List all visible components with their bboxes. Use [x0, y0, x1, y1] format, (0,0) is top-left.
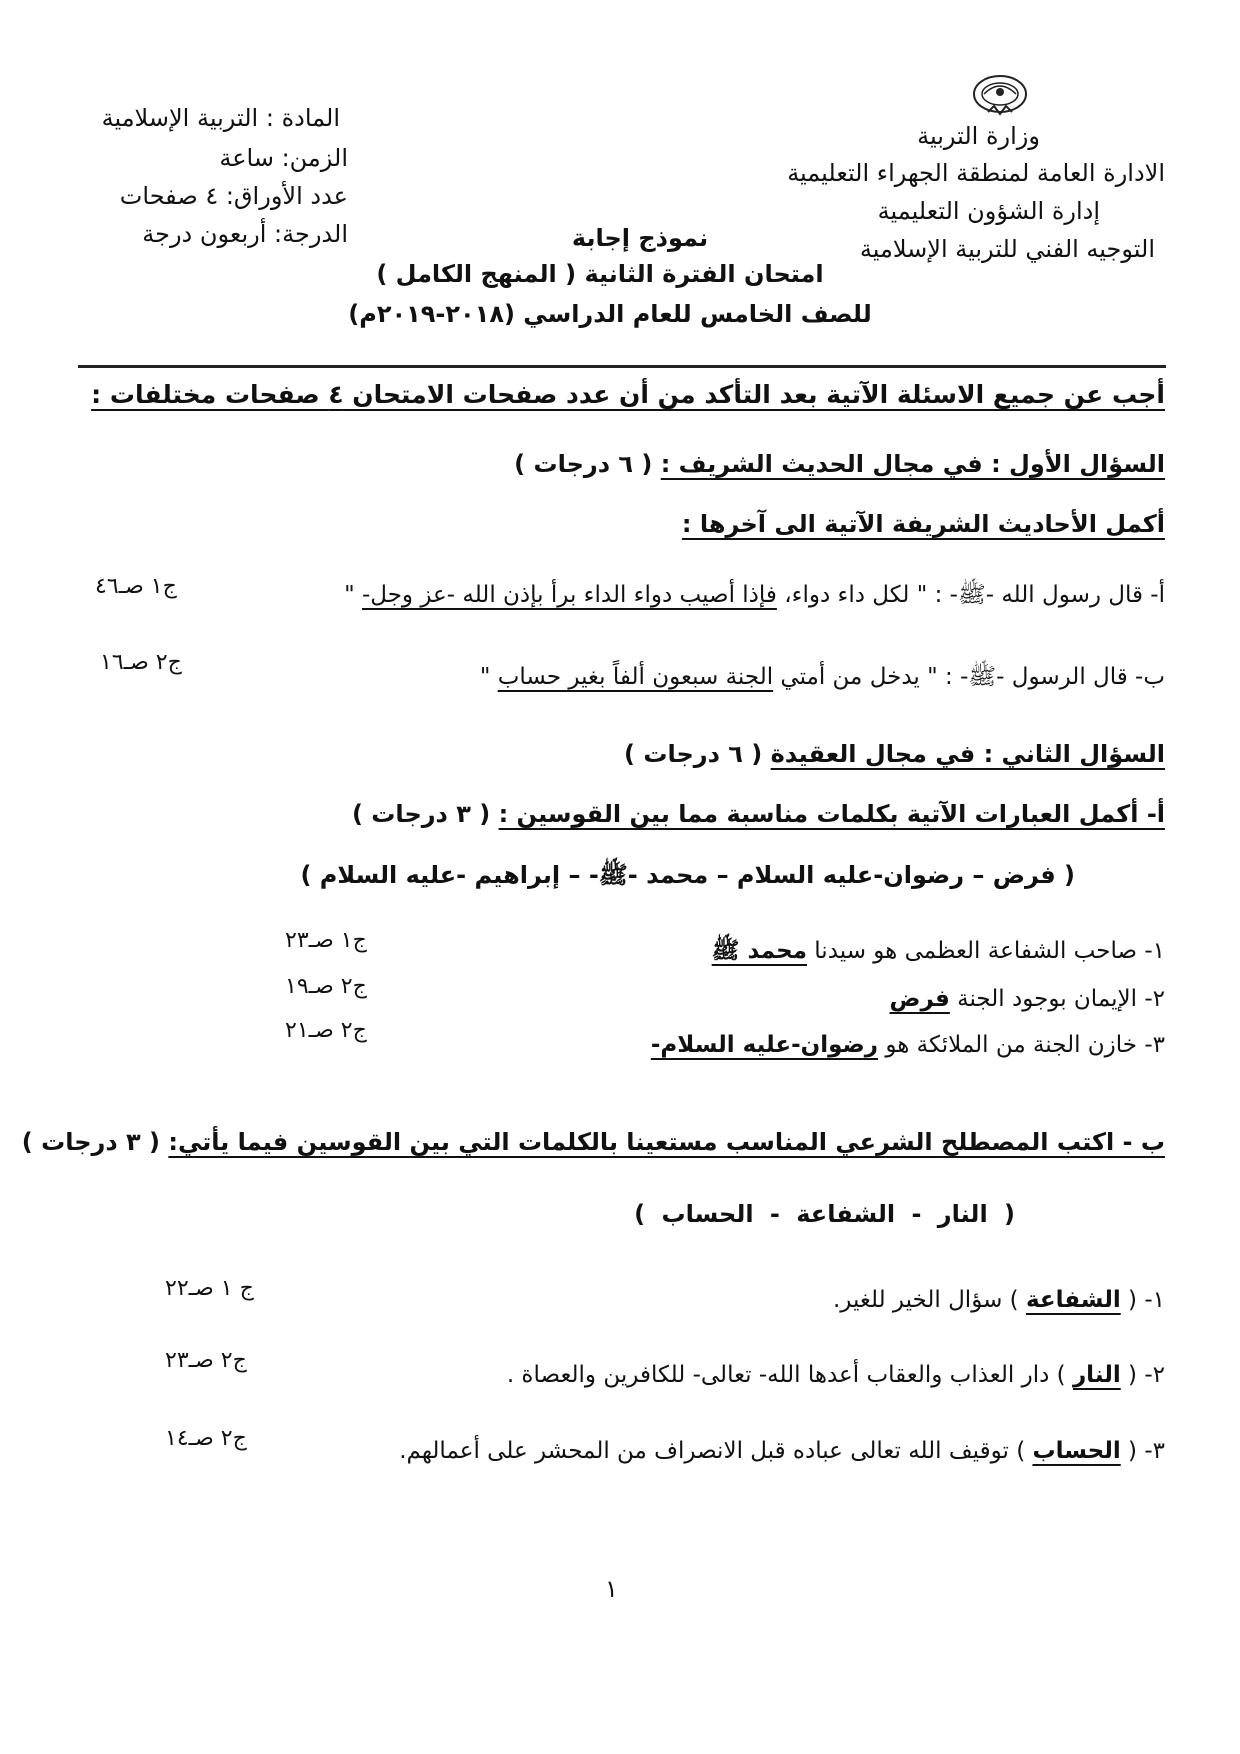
class-year-title: للصف الخامس للعام الدراسي (٢٠١٨-٢٠١٩م) — [348, 300, 872, 328]
part-a-item-1-text: ١- صاحب الشفاعة العظمى هو سيدنا — [806, 938, 1165, 964]
part-b-item-3-number: ٣- ( — [1128, 1438, 1165, 1464]
part-b-item-1 — [833, 1287, 1165, 1313]
part-a-heading — [352, 800, 1165, 828]
question-1-heading — [514, 450, 1165, 478]
subject-label: المادة : التربية الإسلامية — [101, 104, 340, 132]
department-name: إدارة الشؤون التعليمية — [877, 197, 1100, 225]
answer-model-title: نموذج إجابة — [571, 224, 709, 252]
hadith-b — [480, 662, 1165, 696]
part-b-item-1-text: ) سؤال الخير للغير. — [832, 1287, 1019, 1313]
part-b-item-1-answer: الشفاعة — [1025, 1287, 1121, 1313]
part-b-item-2-answer: النار — [1072, 1362, 1121, 1388]
supervision-name: التوجيه الفني للتربية الإسلامية — [859, 235, 1155, 263]
question-1-title: السؤال الأول : في مجال الحديث الشريف : — [660, 450, 1165, 478]
hadith-b-suffix: " — [479, 664, 498, 690]
part-a-item-2-text: ٢- الإيمان بوجود الجنة — [949, 986, 1165, 1012]
part-a-title: أ- أكمل العبارات الآتية بكلمات مناسبة مما بين القوسين : — [498, 800, 1165, 828]
part-b-word-bank: ( النار - الشفاعة - الحساب ) — [634, 1200, 1015, 1228]
part-b-item-2-reference: ج٢ صـ٢٣ — [165, 1348, 247, 1373]
part-a-item-1 — [712, 936, 1165, 970]
question-1-marks: ( ٦ درجات ) — [514, 450, 653, 478]
grade-label: الدرجة: أربعون درجة — [142, 220, 348, 248]
question-2-marks: ( ٦ درجات ) — [624, 740, 763, 768]
part-b-marks: ( ٣ درجات ) — [21, 1128, 160, 1156]
part-b-item-3-reference: ج٢ صـ١٤ — [165, 1426, 247, 1451]
exam-title: امتحان الفترة الثانية ( المنهج الكامل ) — [376, 260, 824, 288]
part-b-item-2 — [507, 1362, 1165, 1388]
directorate-name: الادارة العامة لمنطقة الجهراء التعليمية — [787, 159, 1165, 187]
part-a-item-2-reference: ج٢ صـ١٩ — [285, 974, 367, 999]
part-b-item-2-text: ) دار العذاب والعقاب أعدها الله- تعالى- للكافرين والعصاة . — [506, 1362, 1066, 1388]
hadith-b-answer: الجنة سبعون ألفاً بغير حساب — [497, 664, 774, 690]
hadith-a-reference: ج١ صـ٤٦ — [95, 574, 177, 599]
part-b-item-3-answer: الحساب — [1032, 1438, 1121, 1464]
part-a-item-3-answer: رضوان-عليه السلام- — [650, 1032, 879, 1058]
part-a-item-3-reference: ج٢ صـ٢١ — [285, 1018, 367, 1043]
part-a-item-3 — [651, 1032, 1165, 1058]
ministry-emblem-icon — [970, 72, 1030, 120]
part-a-marks: ( ٣ درجات ) — [351, 800, 491, 828]
part-b-item-3-text: ) توقيف الله تعالى عباده قبل الانصراف من المحشر على أعمالهم. — [399, 1438, 1026, 1464]
hadith-b-prefix: ب- قال الرسول -ﷺ- : " يدخل من أمتي — [773, 664, 1165, 690]
exam-instruction: أجب عن جميع الاسئلة الآتية بعد التأكد من أن عدد صفحات الامتحان ٤ صفحات مختلفات : — [91, 380, 1165, 409]
question-1-instruction: أكمل الأحاديث الشريفة الآتية الى آخرها : — [681, 510, 1165, 538]
hadith-a-suffix: " — [344, 582, 362, 608]
header-divider — [78, 365, 1166, 368]
part-a-item-2 — [890, 986, 1165, 1012]
part-a-word-bank: ( فرض – رضوان-عليه السلام – محمد -ﷺ- – إبراهيم -عليه السلام ) — [300, 861, 1075, 889]
part-a-item-2-answer: فرض — [889, 986, 950, 1012]
part-b-title: ب - اكتب المصطلح الشرعي المناسب مستعينا بالكلمات التي بين القوسين فيما يأتي: — [168, 1128, 1165, 1156]
page-number: ١ — [605, 1575, 618, 1603]
part-b-heading — [22, 1128, 1165, 1156]
time-label: الزمن: ساعة — [219, 144, 348, 172]
part-a-item-1-answer: محمد ﷺ — [711, 938, 807, 964]
hadith-a-prefix: أ- قال رسول الله -ﷺ- : " لكل داء دواء، — [776, 582, 1165, 608]
part-b-item-1-reference: ج ١ صـ٢٢ — [165, 1276, 254, 1301]
hadith-b-reference: ج٢ صـ١٦ — [100, 650, 182, 675]
part-a-item-1-reference: ج١ صـ٢٣ — [285, 928, 367, 953]
pages-label: عدد الأوراق: ٤ صفحات — [119, 182, 348, 210]
part-a-item-3-text: ٣- خازن الجنة من الملائكة هو — [878, 1032, 1165, 1058]
hadith-a-answer: فإذا أصيب دواء الداء برأ بإذن الله -عز وجل- — [361, 582, 777, 608]
hadith-a — [344, 580, 1165, 614]
question-2-heading — [624, 740, 1165, 768]
part-b-item-1-number: ١- ( — [1128, 1287, 1165, 1313]
ministry-name: وزارة التربية — [917, 122, 1040, 150]
question-2-title: السؤال الثاني : في مجال العقيدة — [770, 740, 1165, 768]
part-b-item-3 — [399, 1438, 1165, 1464]
part-b-item-2-number: ٢- ( — [1128, 1362, 1165, 1388]
